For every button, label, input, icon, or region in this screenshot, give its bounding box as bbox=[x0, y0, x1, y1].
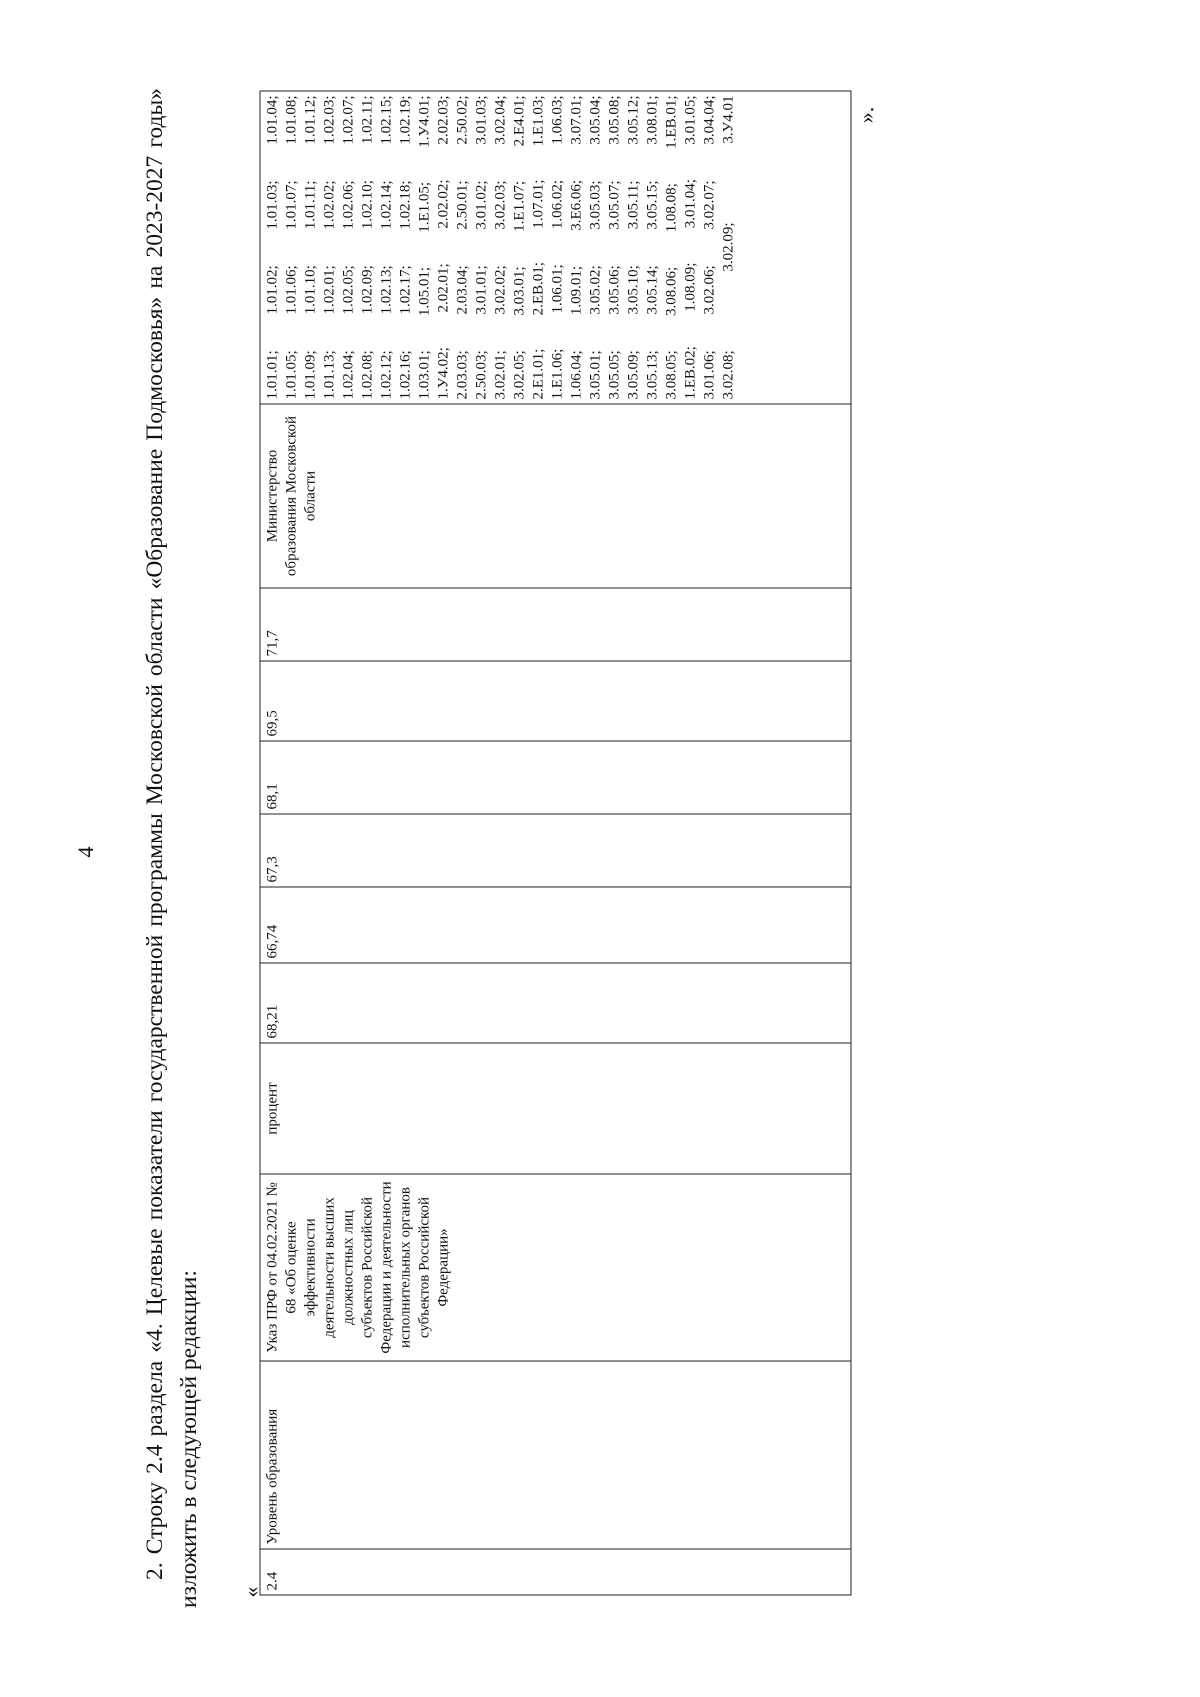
row-number-cell: 2.4 bbox=[260, 1549, 851, 1595]
code-line: 3.05.09; 3.05.10; 3.05.11; 3.05.12; bbox=[625, 95, 641, 399]
indicator-table bbox=[259, 90, 851, 1595]
page-number: 4 bbox=[73, 846, 98, 858]
code-line: 1.02.12; 1.02.13; 1.02.14; 1.02.15; bbox=[378, 95, 394, 399]
code-line: 1.03.01; 1.05.01; 1.Е1.05; 1.У4.01; bbox=[416, 95, 432, 399]
responsible-body-cell: Министерство образования Московской области bbox=[260, 404, 851, 588]
code-line: 1.Е1.06; 1.06.01; 1.06.02; 1.06.03; bbox=[549, 95, 565, 399]
code-line: 1.01.01; 1.01.02; 1.01.03; 1.01.04; bbox=[264, 95, 280, 399]
code-line: 1.01.13; 1.02.01; 1.02.02; 1.02.03; bbox=[321, 95, 337, 399]
code-line: 3.05.13; 3.05.14; 3.05.15; 3.08.01; bbox=[644, 95, 660, 399]
code-line: 1.У4.02; 2.02.01; 2.02.02; 2.02.03; bbox=[435, 95, 451, 399]
legal-basis-cell: Указ ПРФ от 04.02.2021 № 68 «Об оценке эффективности деятельности высших должностных лиц субъектов Российской Федерации и деятельности исполнительных органов субъектов Российской Федерации» bbox=[260, 1174, 851, 1361]
code-line: 1.02.16; 1.02.17; 1.02.18; 1.02.19; bbox=[397, 95, 413, 399]
value-2025-cell: 68,1 bbox=[260, 741, 851, 814]
unit-cell: процент bbox=[260, 1043, 851, 1174]
base-value-cell: 68,21 bbox=[260, 963, 851, 1043]
code-line: 3.02.08; 3.02.09; 3.У4.01 bbox=[720, 95, 736, 399]
intro-paragraph: 2. Строку 2.4 раздела «4. Целевые показатели государственной программы Московской области «Образование Подмосковья» на 2023-2027 годы» изложить в следующей редакции: bbox=[142, 88, 202, 1608]
code-line: 3.05.05; 3.05.06; 3.05.07; 3.05.08; bbox=[606, 95, 622, 399]
value-2024-cell: 67,3 bbox=[260, 814, 851, 887]
code-line: 2.50.03; 3.01.01; 3.01.02; 3.01.03; bbox=[473, 95, 489, 399]
code-line: 1.ЕВ.02; 1.08.09; 3.01.04; 3.01.05; bbox=[682, 95, 698, 399]
code-line: 1.06.04; 1.09.01; 3.Е6.06; 3.07.01; bbox=[568, 95, 584, 399]
code-line: 3.08.05; 3.08.06; 1.08.08; 1.ЕВ.01; bbox=[663, 95, 679, 399]
code-line: 2.03.03; 2.03.04; 2.50.01; 2.50.02; bbox=[454, 95, 470, 399]
value-2027-cell: 71,7 bbox=[260, 588, 851, 661]
activity-codes-cell bbox=[260, 91, 851, 404]
code-line: 3.02.05; 3.03.01; 1.Е1.07; 2.Е4.01; bbox=[511, 95, 527, 399]
closing-quote-mark: ». bbox=[853, 106, 879, 124]
table-row bbox=[260, 91, 851, 1595]
code-line: 2.Е1.01; 2.ЕВ.01; 1.07.01; 1.Е1.03; bbox=[530, 95, 546, 399]
code-line: 1.01.09; 1.01.10; 1.01.11; 1.01.12; bbox=[302, 95, 318, 399]
indicator-name-cell: Уровень образования bbox=[260, 1361, 851, 1549]
code-line: 3.01.06; 3.02.06; 3.02.07; 3.04.04; bbox=[701, 95, 717, 399]
code-line: 1.01.05; 1.01.06; 1.01.07; 1.01.08; bbox=[283, 95, 299, 399]
code-line: 3.02.01; 3.02.02; 3.02.03; 3.02.04; bbox=[492, 95, 508, 399]
indicator-table-container bbox=[259, 90, 851, 1595]
value-2026-cell: 69,5 bbox=[260, 661, 851, 741]
code-line: 3.05.01; 3.05.02; 3.05.03; 3.05.04; bbox=[587, 95, 603, 399]
value-2023-cell: 66,74 bbox=[260, 887, 851, 963]
opening-quote-mark: « bbox=[238, 1586, 264, 1598]
code-line: 1.02.08; 1.02.09; 1.02.10; 1.02.11; bbox=[359, 95, 375, 399]
code-line: 1.02.04; 1.02.05; 1.02.06; 1.02.07; bbox=[340, 95, 356, 399]
